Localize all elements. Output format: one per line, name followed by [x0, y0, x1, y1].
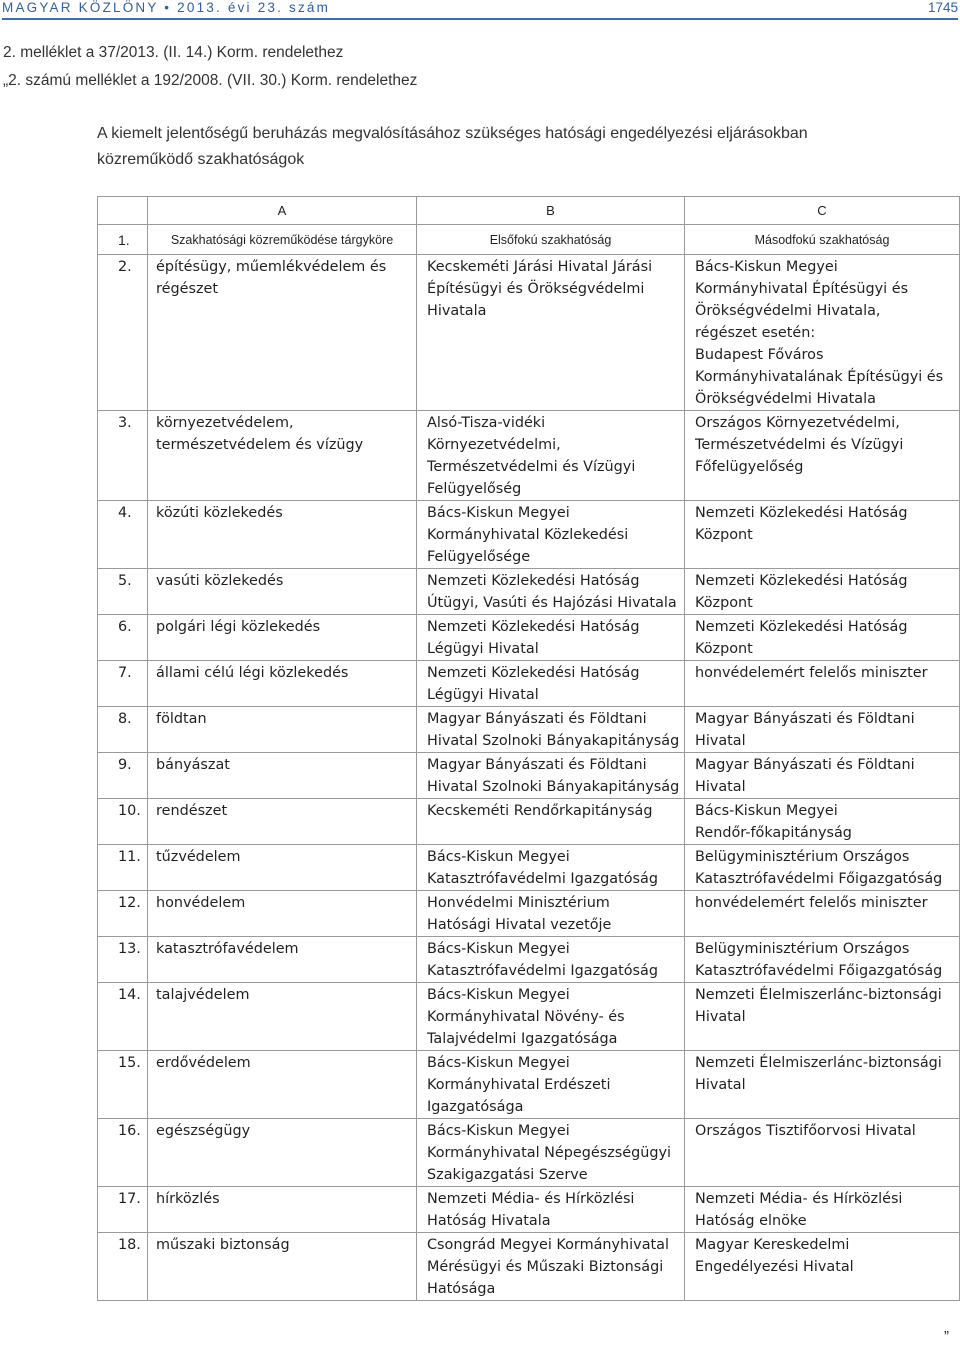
second-instance-cell — [685, 799, 960, 845]
cell-line: Környezetvédelmi, — [427, 437, 561, 453]
cell-line: Felügyelősége — [427, 549, 531, 565]
subject-cell — [148, 845, 417, 891]
subject-cell — [148, 1119, 417, 1187]
authorities-table — [97, 196, 960, 1301]
subject-cell — [148, 891, 417, 937]
cell-line: tűzvédelem — [156, 849, 241, 865]
cell-line: Hatóság elnöke — [695, 1213, 807, 1229]
cell-line: Bács-Kiskun Megyei — [695, 259, 838, 275]
header-second-instance: Másodfokú szakhatóság — [685, 225, 960, 255]
first-instance-cell — [417, 1187, 685, 1233]
table-row — [98, 707, 960, 753]
second-instance-cell — [685, 891, 960, 937]
cell-line: állami célú légi közlekedés — [156, 665, 349, 681]
subject-cell — [148, 1187, 417, 1233]
subject-cell — [148, 661, 417, 707]
cell-line: Hivatal — [695, 1009, 746, 1025]
second-instance-cell — [685, 615, 960, 661]
cell-line: Bács-Kiskun Megyei — [427, 941, 570, 957]
table-body — [98, 197, 960, 1301]
cell-line: Nemzeti Közlekedési Hatóság — [427, 573, 640, 589]
cell-line: Kormányhivatal Népegészségügyi — [427, 1145, 672, 1161]
cell-line: Hivatal — [695, 1077, 746, 1093]
cell-line: Főfelügyelőség — [695, 459, 804, 475]
cell-line: Hivatal Szolnoki Bányakapitányság — [427, 779, 680, 795]
cell-line: Magyar Bányászati és Földtani — [695, 757, 915, 773]
first-instance-cell — [417, 569, 685, 615]
cell-line: honvédelem — [156, 895, 246, 911]
cell-line: hírközlés — [156, 1191, 220, 1207]
first-instance-cell — [417, 1233, 685, 1301]
table-row — [98, 1187, 960, 1233]
cell-line: Központ — [695, 641, 753, 657]
cell-line: Szakigazgatási Szerve — [427, 1167, 588, 1183]
row-number: 2. — [98, 255, 148, 411]
cell-line: Örökségvédelmi Hivatala — [695, 391, 876, 407]
cell-line: Nemzeti Média- és Hírközlési — [695, 1191, 903, 1207]
column-letter-b: B — [417, 197, 685, 225]
second-instance-cell — [685, 1233, 960, 1301]
cell-line: Építésügyi és Örökségvédelmi — [427, 281, 645, 297]
second-instance-cell — [685, 845, 960, 891]
corner-cell — [98, 197, 148, 225]
subject-cell — [148, 707, 417, 753]
cell-line: bányászat — [156, 757, 230, 773]
second-instance-cell — [685, 569, 960, 615]
first-instance-cell — [417, 1051, 685, 1119]
row-number: 18. — [98, 1233, 148, 1301]
cell-line: polgári légi közlekedés — [156, 619, 321, 635]
cell-line: Katasztrófavédelmi Főigazgatóság — [695, 963, 943, 979]
cell-line: vasúti közlekedés — [156, 573, 284, 589]
title-line: közreműködő szakhatóságok — [97, 151, 305, 168]
subject-cell — [148, 799, 417, 845]
cell-line: Hatósága — [427, 1281, 496, 1297]
cell-line: Engedélyezési Hivatal — [695, 1259, 854, 1275]
second-instance-cell — [685, 983, 960, 1051]
cell-line: Központ — [695, 527, 753, 543]
cell-line: honvédelemért felelős miniszter — [695, 895, 928, 911]
cell-line: Természetvédelmi és Vízügyi — [695, 437, 904, 453]
cell-line: Magyar Bányászati és Földtani — [427, 757, 647, 773]
first-instance-cell — [417, 615, 685, 661]
cell-line: Kecskeméti Járási Hivatal Járási — [427, 259, 653, 275]
cell-line: Bács-Kiskun Megyei — [427, 1055, 570, 1071]
annex-line-2: „2. számú melléklet a 192/2008. (VII. 30.) Korm. rendelethez — [3, 72, 418, 89]
cell-line: rendészet — [156, 803, 228, 819]
cell-line: Mérésügyi és Műszaki Biztonsági — [427, 1259, 664, 1275]
cell-line: Magyar Bányászati és Földtani — [695, 711, 915, 727]
row-number: 8. — [98, 707, 148, 753]
cell-line: közúti közlekedés — [156, 505, 283, 521]
cell-line: természetvédelem és vízügy — [156, 437, 364, 453]
first-instance-cell — [417, 1119, 685, 1187]
subject-cell — [148, 753, 417, 799]
header-first-instance: Elsőfokú szakhatóság — [417, 225, 685, 255]
table-row — [98, 411, 960, 501]
second-instance-cell — [685, 661, 960, 707]
page-number: 1745 — [927, 0, 958, 15]
cell-line: erdővédelem — [156, 1055, 251, 1071]
table-row — [98, 615, 960, 661]
cell-line: Útügyi, Vasúti és Hajózási Hivatala — [427, 595, 677, 611]
cell-line: Csongrád Megyei Kormányhivatal — [427, 1237, 669, 1253]
cell-line: Honvédelmi Minisztérium — [427, 895, 610, 911]
subject-cell — [148, 937, 417, 983]
cell-line: Országos Környezetvédelmi, — [695, 415, 900, 431]
first-instance-cell — [417, 661, 685, 707]
first-instance-cell — [417, 411, 685, 501]
cell-line: régészet — [156, 281, 218, 297]
journal-title: MAGYAR KÖZLÖNY • 2013. évi 23. szám — [2, 0, 331, 15]
cell-line: Természetvédelmi és Vízügyi — [427, 459, 636, 475]
subject-cell — [148, 569, 417, 615]
cell-line: Hivatal — [695, 733, 746, 749]
cell-line: Hatósági Hivatal vezetője — [427, 917, 612, 933]
subject-cell — [148, 983, 417, 1051]
cell-line: műszaki biztonság — [156, 1237, 290, 1253]
cell-line: Katasztrófavédelmi Főigazgatóság — [695, 871, 943, 887]
row-number: 13. — [98, 937, 148, 983]
row-number: 16. — [98, 1119, 148, 1187]
cell-line: Katasztrófavédelmi Igazgatóság — [427, 963, 658, 979]
second-instance-cell — [685, 255, 960, 411]
cell-line: Nemzeti Élelmiszerlánc-biztonsági — [695, 1055, 942, 1071]
row-number: 15. — [98, 1051, 148, 1119]
cell-line: Nemzeti Közlekedési Hatóság — [427, 619, 640, 635]
cell-line: Katasztrófavédelmi Igazgatóság — [427, 871, 658, 887]
cell-line: Talajvédelmi Igazgatósága — [427, 1031, 618, 1047]
first-instance-cell — [417, 501, 685, 569]
table-row — [98, 1051, 960, 1119]
cell-line: Kormányhivatal Közlekedési — [427, 527, 629, 543]
second-instance-cell — [685, 1119, 960, 1187]
second-instance-cell — [685, 753, 960, 799]
cell-line: egészségügy — [156, 1123, 251, 1139]
cell-line: Alsó-Tisza-vidéki — [427, 415, 546, 431]
row-number: 4. — [98, 501, 148, 569]
cell-line: talajvédelem — [156, 987, 250, 1003]
cell-line: építésügy, műemlékvédelem és — [156, 259, 387, 275]
table-row — [98, 891, 960, 937]
row-number: 3. — [98, 411, 148, 501]
row-number: 5. — [98, 569, 148, 615]
column-letter-row — [98, 197, 960, 225]
cell-line: Igazgatósága — [427, 1099, 524, 1115]
second-instance-cell — [685, 411, 960, 501]
second-instance-cell — [685, 707, 960, 753]
cell-line: Kormányhivatal Építésügyi és — [695, 281, 909, 297]
second-instance-cell — [685, 1051, 960, 1119]
title-line: A kiemelt jelentőségű beruházás megvalósításához szükséges hatósági engedélyezési eljárásokban — [97, 125, 808, 142]
cell-line: Hivatal — [695, 779, 746, 795]
first-instance-cell — [417, 255, 685, 411]
table-row — [98, 1119, 960, 1187]
row-number: 11. — [98, 845, 148, 891]
table-row — [98, 569, 960, 615]
cell-line: Bács-Kiskun Megyei — [427, 505, 570, 521]
first-instance-cell — [417, 845, 685, 891]
cell-line: Nemzeti Közlekedési Hatóság — [695, 619, 908, 635]
cell-line: környezetvédelem, — [156, 415, 294, 431]
cell-line: Hatóság Hivatala — [427, 1213, 551, 1229]
row-number: 6. — [98, 615, 148, 661]
cell-line: Központ — [695, 595, 753, 611]
cell-line: Magyar Bányászati és Földtani — [427, 711, 647, 727]
cell-line: katasztrófavédelem — [156, 941, 299, 957]
header-subject: Szakhatósági közreműködése tárgyköre — [148, 225, 417, 255]
cell-line: földtan — [156, 711, 207, 727]
cell-line: Nemzeti Élelmiszerlánc-biztonsági — [695, 987, 942, 1003]
cell-line: Hivatala — [427, 303, 487, 319]
cell-line: Kecskeméti Rendőrkapitányság — [427, 803, 653, 819]
cell-line: Magyar Kereskedelmi — [695, 1237, 850, 1253]
table-row — [98, 661, 960, 707]
row-number: 17. — [98, 1187, 148, 1233]
column-letter-c: C — [685, 197, 960, 225]
page-header — [2, 0, 958, 18]
column-header-row — [98, 225, 960, 255]
cell-line: honvédelemért felelős miniszter — [695, 665, 928, 681]
first-instance-cell — [417, 937, 685, 983]
cell-line: régészet esetén: — [695, 325, 816, 341]
annex-line-1: 2. melléklet a 37/2013. (II. 14.) Korm. rendelethez — [3, 44, 344, 61]
row-number: 9. — [98, 753, 148, 799]
first-instance-cell — [417, 707, 685, 753]
cell-line: Bács-Kiskun Megyei — [695, 803, 838, 819]
table-row — [98, 799, 960, 845]
row-number: 12. — [98, 891, 148, 937]
second-instance-cell — [685, 937, 960, 983]
cell-line: Légügyi Hivatal — [427, 687, 539, 703]
cell-line: Bács-Kiskun Megyei — [427, 987, 570, 1003]
table-row — [98, 937, 960, 983]
document-title — [97, 121, 947, 173]
row-number: 10. — [98, 799, 148, 845]
subject-cell — [148, 615, 417, 661]
header-row-number: 1. — [98, 225, 148, 255]
first-instance-cell — [417, 799, 685, 845]
header-rule — [2, 18, 958, 20]
cell-line: Kormányhivatalának Építésügyi és — [695, 369, 944, 385]
cell-line: Rendőr-főkapitányság — [695, 825, 852, 841]
cell-line: Kormányhivatal Növény- és — [427, 1009, 625, 1025]
cell-line: Belügyminisztérium Országos — [695, 849, 910, 865]
cell-line: Nemzeti Közlekedési Hatóság — [427, 665, 640, 681]
table-row — [98, 845, 960, 891]
table-row — [98, 983, 960, 1051]
cell-line: Hivatal Szolnoki Bányakapitányság — [427, 733, 680, 749]
subject-cell — [148, 1233, 417, 1301]
cell-line: Országos Tisztifőorvosi Hivatal — [695, 1123, 916, 1139]
cell-line: Nemzeti Közlekedési Hatóság — [695, 505, 908, 521]
table-row — [98, 255, 960, 411]
second-instance-cell — [685, 501, 960, 569]
column-letter-a: A — [148, 197, 417, 225]
cell-line: Örökségvédelmi Hivatala, — [695, 303, 881, 319]
first-instance-cell — [417, 983, 685, 1051]
table-row — [98, 1233, 960, 1301]
first-instance-cell — [417, 891, 685, 937]
subject-cell — [148, 501, 417, 569]
closing-quote: ” — [944, 1328, 949, 1345]
first-instance-cell — [417, 753, 685, 799]
table-row — [98, 753, 960, 799]
cell-line: Belügyminisztérium Országos — [695, 941, 910, 957]
subject-cell — [148, 1051, 417, 1119]
cell-line: Budapest Főváros — [695, 347, 824, 363]
cell-line: Felügyelőség — [427, 481, 522, 497]
subject-cell — [148, 411, 417, 501]
table-row — [98, 501, 960, 569]
cell-line: Bács-Kiskun Megyei — [427, 849, 570, 865]
cell-line: Bács-Kiskun Megyei — [427, 1123, 570, 1139]
row-number: 14. — [98, 983, 148, 1051]
cell-line: Légügyi Hivatal — [427, 641, 539, 657]
subject-cell — [148, 255, 417, 411]
cell-line: Nemzeti Média- és Hírközlési — [427, 1191, 635, 1207]
row-number: 7. — [98, 661, 148, 707]
cell-line: Kormányhivatal Erdészeti — [427, 1077, 611, 1093]
cell-line: Nemzeti Közlekedési Hatóság — [695, 573, 908, 589]
second-instance-cell — [685, 1187, 960, 1233]
